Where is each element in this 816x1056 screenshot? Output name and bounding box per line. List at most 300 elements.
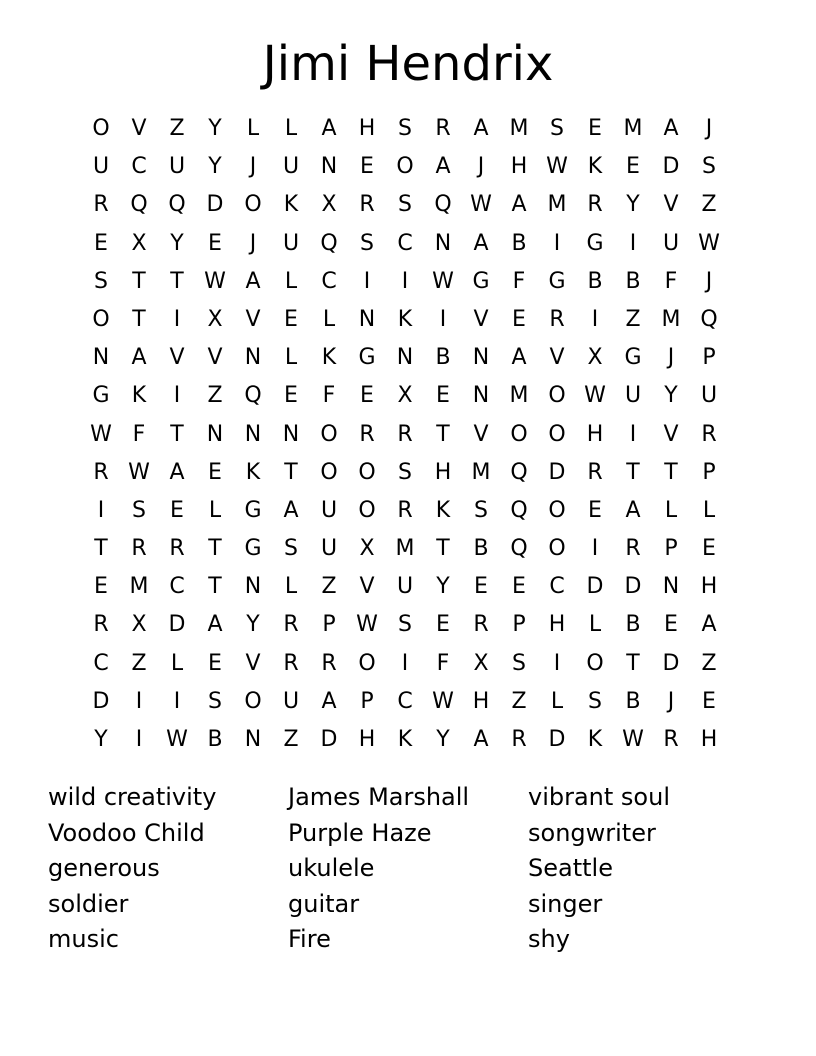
grid-letter: M <box>623 116 643 141</box>
grid-letter: I <box>591 536 599 562</box>
grid-row <box>82 377 728 415</box>
grid-letter: M <box>509 383 529 409</box>
grid-letter: Q <box>244 383 262 409</box>
grid-letter: T <box>94 536 108 562</box>
grid-letter: S <box>208 688 222 714</box>
grid-row <box>82 683 728 721</box>
grid-letter: I <box>439 306 447 332</box>
grid-row <box>82 110 728 148</box>
grid-letter: A <box>511 345 527 371</box>
grid-letter: Z <box>511 688 527 714</box>
grid-letter: O <box>244 192 262 218</box>
grid-letter: K <box>397 727 413 752</box>
grid-letter: R <box>663 727 679 752</box>
grid-letter: U <box>320 536 338 562</box>
grid-letter: V <box>169 345 185 371</box>
grid-letter: J <box>249 154 257 180</box>
grid-letter: W <box>622 727 644 752</box>
grid-letter: E <box>702 688 716 714</box>
grid-letter: A <box>131 345 147 371</box>
grid-letter: A <box>625 497 641 523</box>
grid-letter: J <box>249 230 257 256</box>
grid-letter: O <box>358 459 376 485</box>
grid-letter: C <box>397 688 413 714</box>
grid-letter: E <box>588 116 602 141</box>
grid-letter: T <box>284 459 298 485</box>
grid-letter: E <box>284 306 298 332</box>
grid-letter: V <box>207 345 223 371</box>
grid-letter: A <box>245 268 261 294</box>
grid-letter: I <box>401 650 409 676</box>
grid-letter: W <box>204 268 226 294</box>
grid-letter: R <box>397 497 413 523</box>
grid-letter: I <box>173 688 181 714</box>
grid-letter: E <box>208 650 222 676</box>
word-list-item: guitar <box>288 889 360 918</box>
grid-letter: M <box>661 306 681 332</box>
grid-letter: R <box>131 536 147 562</box>
grid-letter: O <box>358 497 376 523</box>
grid-letter: G <box>624 345 642 371</box>
grid-letter: L <box>284 116 298 141</box>
grid-row <box>82 301 728 339</box>
grid-letter: N <box>472 345 490 371</box>
grid-letter: F <box>664 268 678 294</box>
grid-letter: S <box>284 536 298 562</box>
grid-letter: V <box>549 345 565 371</box>
grid-letter: R <box>435 116 451 141</box>
grid-row <box>82 645 728 683</box>
grid-letter: D <box>624 574 642 600</box>
grid-letter: P <box>322 612 336 638</box>
grid-letter: O <box>92 116 110 141</box>
grid-letter: M <box>471 459 491 485</box>
grid-letter: J <box>705 268 713 294</box>
grid-letter: Y <box>170 230 184 256</box>
grid-letter: V <box>473 306 489 332</box>
word-list-item: Voodoo Child <box>48 818 205 847</box>
grid-letter: U <box>624 383 642 409</box>
grid-letter: Z <box>283 727 299 752</box>
grid-letter: M <box>395 536 415 562</box>
grid-letter: E <box>702 536 716 562</box>
grid-letter: R <box>549 306 565 332</box>
grid-letter: L <box>550 688 564 714</box>
grid-row <box>82 606 728 644</box>
grid-letter: R <box>359 421 375 447</box>
grid-letter: X <box>473 650 489 676</box>
grid-letter: N <box>320 154 338 180</box>
grid-letter: U <box>282 230 300 256</box>
grid-letter: D <box>206 192 224 218</box>
grid-letter: H <box>434 459 452 485</box>
grid-letter: X <box>587 345 603 371</box>
grid-letter: Q <box>130 192 148 218</box>
grid-letter: E <box>664 612 678 638</box>
grid-letter: R <box>359 192 375 218</box>
grid-letter: R <box>93 459 109 485</box>
grid-letter: S <box>94 268 108 294</box>
grid-letter: O <box>548 421 566 447</box>
grid-letter: G <box>472 268 490 294</box>
grid-letter: Q <box>700 306 718 332</box>
grid-letter: G <box>586 230 604 256</box>
grid-letter: K <box>245 459 261 485</box>
word-list-item: vibrant soul <box>528 783 670 811</box>
grid-letter: U <box>282 688 300 714</box>
grid-row <box>82 225 728 263</box>
grid-letter: A <box>511 192 527 218</box>
grid-row <box>82 339 728 377</box>
grid-letter: K <box>397 306 413 332</box>
grid-letter: W <box>356 612 378 638</box>
grid-letter: H <box>586 421 604 447</box>
word-list-item: soldier <box>48 889 129 918</box>
grid-letter: R <box>283 650 299 676</box>
grid-letter: S <box>398 612 412 638</box>
grid-letter: V <box>359 574 375 600</box>
grid-letter: B <box>207 727 223 752</box>
grid-letter: V <box>473 421 489 447</box>
grid-letter: I <box>135 688 143 714</box>
grid-letter: D <box>168 612 186 638</box>
grid-letter: S <box>398 192 412 218</box>
grid-letter: M <box>547 192 567 218</box>
grid-letter: Y <box>436 727 450 752</box>
grid-letter: W <box>432 688 454 714</box>
grid-letter: W <box>432 268 454 294</box>
grid-letter: Q <box>434 192 452 218</box>
grid-letter: P <box>702 459 716 485</box>
grid-letter: D <box>586 574 604 600</box>
grid-letter: L <box>170 650 184 676</box>
grid-letter: X <box>397 383 413 409</box>
grid-letter: H <box>700 727 718 752</box>
grid-letter: R <box>93 612 109 638</box>
grid-letter: U <box>282 154 300 180</box>
grid-letter: K <box>321 345 337 371</box>
grid-letter: C <box>397 230 413 256</box>
grid-letter: L <box>702 497 716 523</box>
grid-letter: C <box>131 154 147 180</box>
grid-letter: L <box>664 497 678 523</box>
grid-row <box>82 530 728 568</box>
grid-letter: K <box>587 727 603 752</box>
grid-letter: E <box>170 497 184 523</box>
grid-letter: P <box>360 688 374 714</box>
grid-letter: G <box>358 345 376 371</box>
grid-letter: E <box>626 154 640 180</box>
grid-letter: S <box>588 688 602 714</box>
grid-letter: U <box>662 230 680 256</box>
grid-letter: G <box>548 268 566 294</box>
grid-letter: I <box>401 268 409 294</box>
grid-letter: N <box>206 421 224 447</box>
grid-letter: H <box>548 612 566 638</box>
grid-letter: L <box>322 306 336 332</box>
grid-letter: S <box>512 650 526 676</box>
grid-letter: E <box>512 574 526 600</box>
grid-letter: T <box>132 306 146 332</box>
grid-letter: L <box>246 116 260 141</box>
grid-letter: R <box>587 192 603 218</box>
grid-letter: J <box>667 345 675 371</box>
grid-letter: O <box>510 421 528 447</box>
grid-letter: F <box>512 268 526 294</box>
grid-letter: D <box>320 727 338 752</box>
grid-letter: R <box>169 536 185 562</box>
grid-letter: T <box>626 650 640 676</box>
grid-letter: Y <box>664 383 678 409</box>
grid-letter: A <box>473 727 489 752</box>
grid-letter: P <box>702 345 716 371</box>
grid-letter: W <box>470 192 492 218</box>
grid-letter: K <box>131 383 147 409</box>
grid-letter: F <box>132 421 146 447</box>
puzzle-title: Jimi Hendrix <box>262 36 554 92</box>
grid-letter: C <box>321 268 337 294</box>
grid-row <box>82 416 728 454</box>
grid-letter: X <box>207 306 223 332</box>
grid-letter: U <box>92 154 110 180</box>
grid-letter: O <box>320 459 338 485</box>
grid-letter: U <box>396 574 414 600</box>
grid-letter: O <box>586 650 604 676</box>
grid-letter: H <box>510 154 528 180</box>
grid-letter: R <box>397 421 413 447</box>
grid-letter: D <box>662 154 680 180</box>
grid-letter: S <box>398 116 412 141</box>
grid-letter: I <box>135 727 143 752</box>
grid-letter: E <box>588 497 602 523</box>
grid-letter: O <box>548 383 566 409</box>
grid-letter: A <box>435 154 451 180</box>
grid-letter: B <box>625 612 641 638</box>
word-list-item: James Marshall <box>288 783 470 811</box>
grid-letter: N <box>244 574 262 600</box>
grid-letter: C <box>549 574 565 600</box>
grid-letter: Q <box>168 192 186 218</box>
word-list-item: Fire <box>288 925 331 953</box>
grid-letter: V <box>663 192 679 218</box>
grid-letter: T <box>170 421 184 447</box>
grid-letter: L <box>284 574 298 600</box>
word-list-item: generous <box>48 854 160 882</box>
grid-letter: L <box>284 268 298 294</box>
grid-letter: V <box>663 421 679 447</box>
grid-letter: R <box>625 536 641 562</box>
grid-letter: H <box>700 574 718 600</box>
grid-letter: Y <box>436 574 450 600</box>
grid-letter: B <box>473 536 489 562</box>
word-list-item: Seattle <box>528 854 613 882</box>
grid-letter: P <box>512 612 526 638</box>
grid-letter: O <box>320 421 338 447</box>
grid-letter: D <box>662 650 680 676</box>
grid-letter: A <box>207 612 223 638</box>
grid-letter: V <box>245 650 261 676</box>
grid-letter: D <box>548 459 566 485</box>
grid-letter: E <box>474 574 488 600</box>
grid-letter: W <box>546 154 568 180</box>
grid-letter: S <box>702 154 716 180</box>
grid-letter: S <box>398 459 412 485</box>
grid-letter: I <box>173 383 181 409</box>
grid-letter: I <box>553 230 561 256</box>
grid-letter: B <box>587 268 603 294</box>
grid-letter: S <box>360 230 374 256</box>
grid-letter: J <box>705 116 713 141</box>
grid-letter: E <box>284 383 298 409</box>
grid-row <box>82 148 728 186</box>
word-list <box>48 780 768 958</box>
grid-letter: E <box>360 154 374 180</box>
grid-letter: W <box>90 421 112 447</box>
grid-letter: A <box>663 116 679 141</box>
grid-letter: Y <box>246 612 260 638</box>
grid-letter: L <box>208 497 222 523</box>
grid-letter: K <box>435 497 451 523</box>
grid-letter: S <box>132 497 146 523</box>
grid-letter: W <box>698 230 720 256</box>
word-list-item: ukulele <box>288 854 375 882</box>
grid-letter: I <box>553 650 561 676</box>
grid-letter: Z <box>131 650 147 676</box>
grid-letter: N <box>472 383 490 409</box>
grid-letter: Y <box>208 116 222 141</box>
grid-letter: C <box>169 574 185 600</box>
grid-letter: B <box>511 230 527 256</box>
grid-letter: Z <box>701 650 717 676</box>
grid-letter: N <box>282 421 300 447</box>
grid-letter: X <box>131 612 147 638</box>
grid-letter: N <box>396 345 414 371</box>
grid-letter: U <box>168 154 186 180</box>
grid-letter: E <box>436 612 450 638</box>
grid-letter: R <box>321 650 337 676</box>
grid-letter: G <box>244 497 262 523</box>
grid-letter: A <box>321 116 337 141</box>
grid-letter: B <box>625 268 641 294</box>
grid-letter: X <box>321 192 337 218</box>
grid-row <box>82 568 728 606</box>
grid-letter: O <box>396 154 414 180</box>
grid-letter: O <box>548 497 566 523</box>
grid-letter: N <box>244 421 262 447</box>
grid-letter: M <box>509 116 529 141</box>
grid-letter: A <box>473 116 489 141</box>
word-list-item: singer <box>528 889 603 918</box>
grid-letter: G <box>92 383 110 409</box>
grid-letter: B <box>435 345 451 371</box>
grid-letter: I <box>363 268 371 294</box>
word-list-item: wild creativity <box>48 783 217 811</box>
grid-letter: I <box>591 306 599 332</box>
grid-letter: C <box>93 650 109 676</box>
grid-letter: G <box>244 536 262 562</box>
grid-letter: N <box>434 230 452 256</box>
grid-letter: O <box>244 688 262 714</box>
grid-letter: U <box>700 383 718 409</box>
grid-letter: R <box>587 459 603 485</box>
grid-letter: I <box>629 421 637 447</box>
grid-letter: T <box>626 459 640 485</box>
word-list-item: shy <box>528 925 570 953</box>
grid-letter: F <box>322 383 336 409</box>
grid-letter: E <box>436 383 450 409</box>
grid-letter: I <box>173 306 181 332</box>
grid-letter: U <box>320 497 338 523</box>
grid-letter: R <box>473 612 489 638</box>
grid-letter: Y <box>626 192 640 218</box>
grid-letter: T <box>208 536 222 562</box>
grid-letter: N <box>244 727 262 752</box>
grid-letter: A <box>473 230 489 256</box>
grid-letter: T <box>436 421 450 447</box>
grid-letter: S <box>550 116 564 141</box>
grid-letter: T <box>664 459 678 485</box>
grid-letter: R <box>93 192 109 218</box>
grid-letter: R <box>511 727 527 752</box>
grid-letter: W <box>584 383 606 409</box>
grid-letter: T <box>208 574 222 600</box>
grid-letter: Z <box>207 383 223 409</box>
grid-letter: A <box>701 612 717 638</box>
grid-row <box>82 186 728 224</box>
grid-letter: K <box>587 154 603 180</box>
grid-letter: D <box>92 688 110 714</box>
grid-letter: Z <box>625 306 641 332</box>
grid-letter: X <box>359 536 375 562</box>
grid-letter: L <box>284 345 298 371</box>
word-list-item: music <box>48 925 119 953</box>
grid-row <box>82 454 728 492</box>
grid-letter: I <box>97 497 105 523</box>
grid-letter: K <box>283 192 299 218</box>
grid-letter: R <box>283 612 299 638</box>
grid-row <box>82 721 728 759</box>
grid-letter: Q <box>510 459 528 485</box>
grid-letter: V <box>245 306 261 332</box>
grid-letter: Q <box>510 497 528 523</box>
grid-letter: O <box>92 306 110 332</box>
grid-letter: A <box>321 688 337 714</box>
grid-letter: H <box>358 727 376 752</box>
grid-letter: A <box>283 497 299 523</box>
word-list-item: songwriter <box>528 818 656 847</box>
grid-letter: V <box>131 116 147 141</box>
grid-letter: E <box>94 574 108 600</box>
grid-letter: O <box>358 650 376 676</box>
grid-letter: Z <box>169 116 185 141</box>
grid-letter: X <box>131 230 147 256</box>
grid-letter: Q <box>510 536 528 562</box>
grid-letter: T <box>436 536 450 562</box>
grid-letter: Y <box>94 727 108 752</box>
grid-letter: B <box>625 688 641 714</box>
grid-letter: N <box>358 306 376 332</box>
grid-letter: T <box>132 268 146 294</box>
grid-letter: I <box>629 230 637 256</box>
grid-letter: W <box>166 727 188 752</box>
grid-letter: T <box>170 268 184 294</box>
grid-letter: E <box>360 383 374 409</box>
grid-letter: N <box>662 574 680 600</box>
grid-letter: H <box>358 116 376 141</box>
grid-letter: Z <box>321 574 337 600</box>
grid-letter: R <box>701 421 717 447</box>
grid-letter: W <box>128 459 150 485</box>
